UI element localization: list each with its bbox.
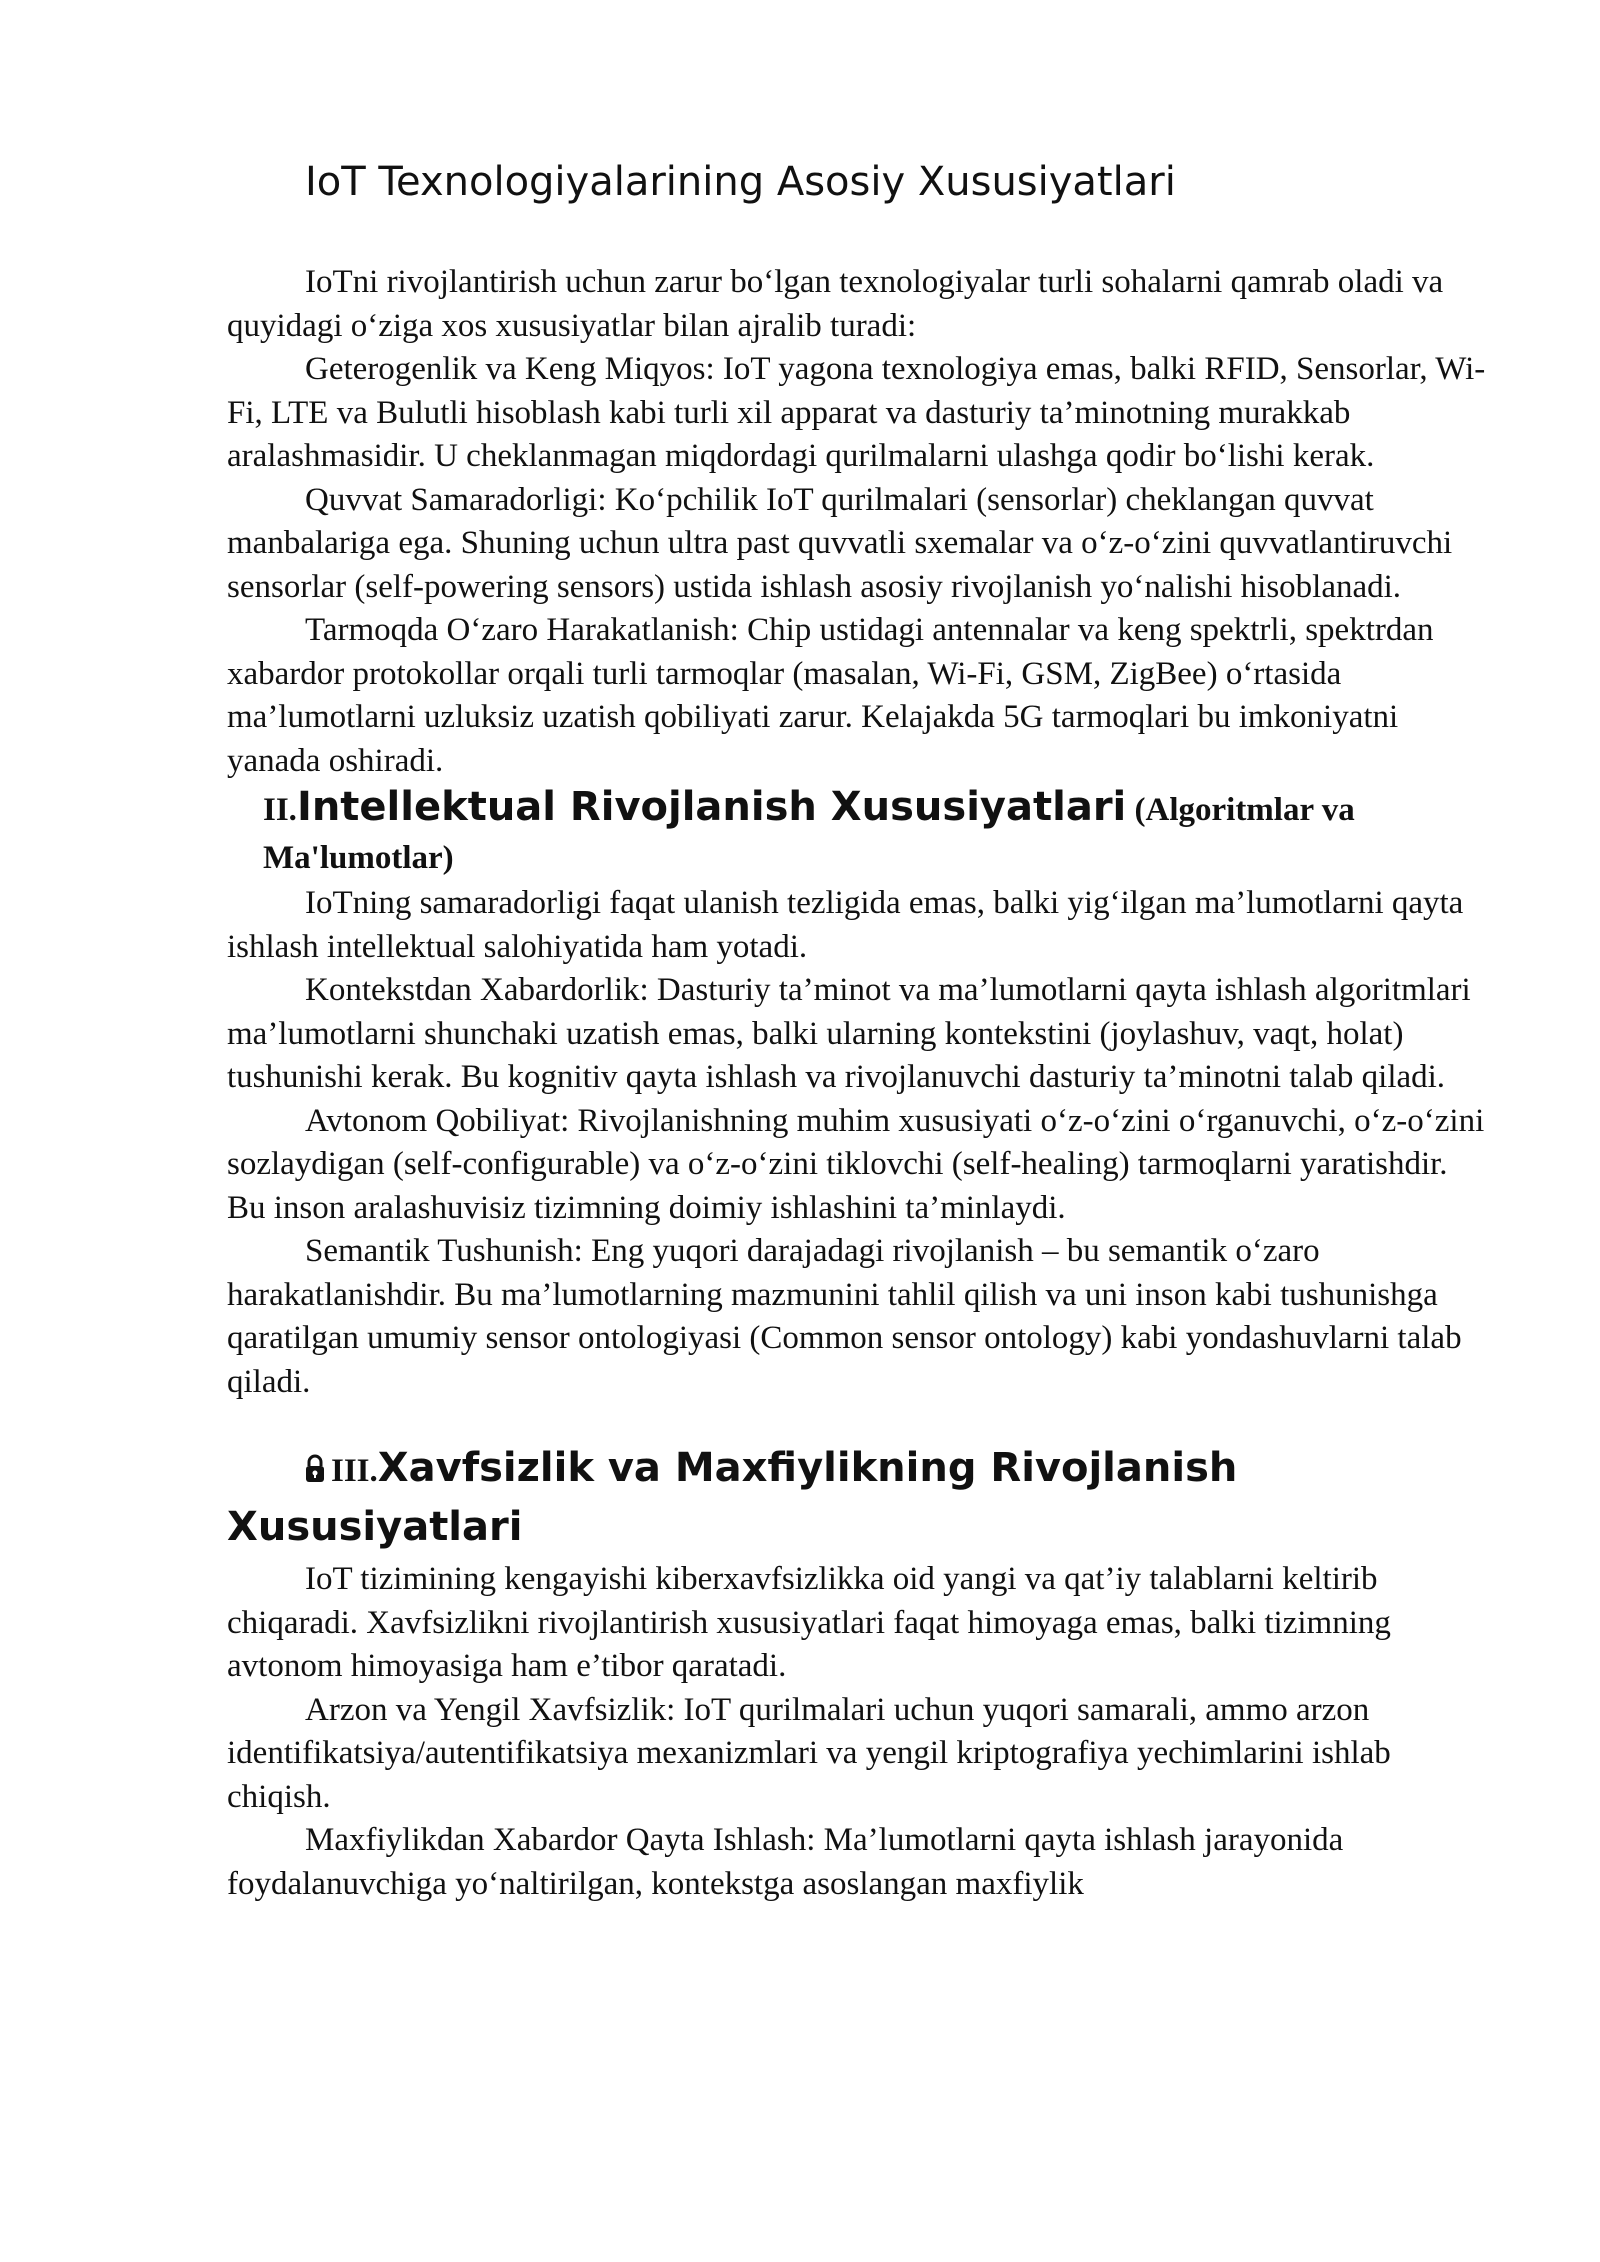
section-2-number: II.: [263, 792, 297, 828]
section-2-heading: [227, 783, 1490, 882]
section-2-paragraph-autonomy: Avtonom Qobiliyat: Rivojlanishning muhim xususiyati o‘z-o‘zini o‘rganuvchi, o‘z-o‘zini sozlaydigan (self-configurable) va o‘z-o‘zini tiklovchi (self-healing) tarmoqlarni yaratishdir. Bu inson aralashuvisiz tizimning doimiy ishlashini ta’minlaydi.: [227, 1102, 1485, 1226]
section-3-title: Xavfsizlik va Maxfiylikning Rivojlanish Xususiyatlari: [227, 1445, 1238, 1550]
intro-paragraph-power-efficiency: Quvvat Samaradorligi: Ko‘pchilik IoT qurilmalari (sensorlar) cheklangan quvvat manbalariga ega. Shuning uchun ultra past quvvatli sxemalar va o‘z-o‘zini quvvatlantiruvchi sensorlar (self-powering sensors) ustida ishlash asosiy rivojlanish yo‘nalishi hisoblanadi.: [227, 481, 1453, 605]
intro-paragraph-heterogeneity: Geterogenlik va Keng Miqyos: IoT yagona texnologiya emas, balki RFID, Sensorlar, Wi-Fi, LTE va Bulutli hisoblash kabi turli xil apparat va dasturiy ta’minotning murakkab aralashmasidir. U cheklanmagan miqdordagi qurilmalarni ulashga qodir bo‘lishi kerak.: [227, 351, 1486, 474]
section-2-subtitle: (Algoritmlar va Ma'lumotlar): [263, 792, 1355, 876]
section-2-paragraph-semantics: Semantik Tushunish: Eng yuqori darajadagi rivojlanish – bu semantik o‘zaro harakatlanishdir. Bu ma’lumotlarning mazmunini tahlil qilish va uni inson kabi tushunishga qaratilgan umumiy sensor ontologiyasi (Common sensor ontology) kabi yondashuvlarni talab qiladi.: [227, 1233, 1462, 1400]
section-3-paragraph-lightweight-security: Arzon va Yengil Xavfsizlik: IoT qurilmalari uchun yuqori samarali, ammo arzon identifikatsiya/autentifikatsiya mexanizmlari va yengil kriptografiya yechimlarini ishlab chiqish.: [227, 1691, 1391, 1815]
section-3-heading: [227, 1440, 1490, 1558]
page-title: IoT Texnologiyalarining Asosiy Xususiyatlari: [305, 159, 1176, 205]
section-3-paragraph-intro: IoT tizimining kengayishi kiberxavfsizlikka oid yangi va qat’iy talablarni keltirib chiqaradi. Xavfsizlikni rivojlantirish xususiyatlari faqat himoyaga emas, balki tizimning avtonom himoyasiga ham e’tibor qaratadi.: [227, 1561, 1391, 1684]
section-2-title: Intellektual Rivojlanish Xususiyatlari: [296, 784, 1127, 830]
document-body: [227, 261, 1490, 1906]
section-2-paragraph-context-awareness: Kontekstdan Xabardorlik: Dasturiy ta’minot va ma’lumotlarni qayta ishlash algoritmlari ma’lumotlarni shunchaki uzatish emas, balki ularning kontekstini (joylashuv, vaqt, holat) tushunishi kerak. Bu kognitiv qayta ishlash va rivojlanuvchi dasturiy ta’minotni talab qiladi.: [227, 972, 1471, 1095]
section-3-number: III.: [331, 1453, 378, 1489]
section-2-paragraph-intro: IoTning samaradorligi faqat ulanish tezligida emas, balki yig‘ilgan ma’lumotlarni qayta ishlash intellektual salohiyatida ham yotadi.: [227, 885, 1464, 965]
intro-paragraph-network-interaction: Tarmoqda O‘zaro Harakatlanish: Chip ustidagi antennalar va keng spektrli, spektrdan xabardor protokollar orqali turli tarmoqlar (masalan, Wi-Fi, GSM, ZigBee) o‘rtasida ma’lumotlarni uzluksiz uzatish qobiliyati zarur. Kelajakda 5G tarmoqlari bu imkoniyatni yanada oshiradi.: [227, 612, 1434, 779]
section-3-paragraph-privacy-processing: Maxfiylikdan Xabardor Qayta Ishlash: Ma’lumotlarni qayta ishlash jarayonida foydalanuvchiga yo‘naltirilgan, kontekstga asoslangan maxfiylik: [227, 1822, 1344, 1902]
intro-paragraph-1: IoTni rivojlantirish uchun zarur bo‘lgan texnologiyalar turli sohalarni qamrab oladi va quyidagi o‘ziga xos xususiyatlar bilan ajralib turadi:: [227, 264, 1444, 344]
lock-icon: [305, 1445, 325, 1475]
